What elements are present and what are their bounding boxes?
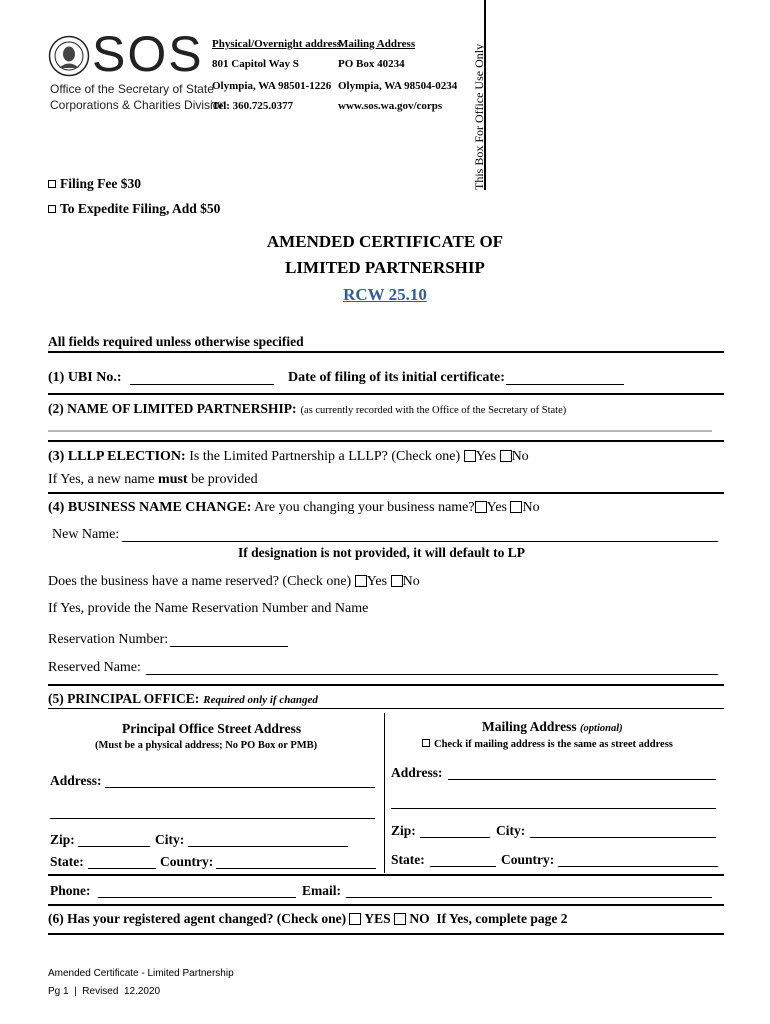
agent-question xyxy=(48,911,567,927)
reservation-number-label: Reservation Number: xyxy=(48,632,169,647)
phone-label: Phone: xyxy=(50,883,91,898)
street-country-field[interactable] xyxy=(216,868,376,869)
filing-fee-checkbox[interactable] xyxy=(48,180,56,188)
lp-name-field[interactable] xyxy=(48,430,712,432)
lllp-note-post: be provided xyxy=(191,472,258,487)
mailing-same-row xyxy=(422,739,673,750)
mailing-state-label: State: xyxy=(391,852,425,867)
street-address-label: Address: xyxy=(50,773,102,788)
email-label: Email: xyxy=(302,883,341,898)
footer-page: Pg 1 | Revised 12.2020 xyxy=(48,986,161,997)
reserved-yes-label: Yes xyxy=(366,574,388,589)
physical-address-label: Physical/Overnight address xyxy=(212,38,342,50)
header xyxy=(0,0,770,200)
email-field[interactable] xyxy=(346,897,712,898)
agent-note: If Yes, complete page 2 xyxy=(436,911,568,926)
mailing-heading: Mailing Address xyxy=(482,719,577,734)
initial-date-field[interactable] xyxy=(506,384,624,385)
lp-name-label: (2) NAME OF LIMITED PARTNERSHIP: xyxy=(48,401,297,416)
physical-city: Olympia, WA 98501-1226 xyxy=(212,80,332,92)
divider-5 xyxy=(48,684,724,686)
initial-date-label: Date of filing of its initial certificate: xyxy=(288,370,505,385)
mailing-zip-field[interactable] xyxy=(420,837,490,838)
reserved-name-label: Reserved Name: xyxy=(48,660,141,675)
street-zip-label: Zip: xyxy=(50,832,75,847)
footer-title: Amended Certificate - Limited Partnership xyxy=(48,968,234,979)
lp-name-section xyxy=(48,400,566,418)
agent-yes-label: YES xyxy=(364,911,391,926)
reservation-instruction: If Yes, provide the Name Reservation Number and Name xyxy=(48,601,369,616)
divider-7 xyxy=(48,874,724,876)
filing-fee xyxy=(48,176,141,192)
mailing-address-label: Address: xyxy=(391,765,443,780)
street-heading: Principal Office Street Address xyxy=(122,721,302,736)
mailing-country-label: Country: xyxy=(501,852,555,867)
mailing-city-label: City: xyxy=(496,823,526,838)
name-change-no-checkbox[interactable] xyxy=(510,501,522,513)
mailing-same-label: Check if mailing address is the same as street address xyxy=(434,739,673,750)
lllp-note-pre: If Yes, a new name xyxy=(48,472,155,487)
mailing-optional: (optional) xyxy=(580,723,623,734)
new-name-field[interactable] xyxy=(122,541,718,542)
lllp-no-label: No xyxy=(511,449,529,464)
mailing-box: PO Box 40234 xyxy=(338,58,405,70)
agent-no-label: NO xyxy=(409,911,430,926)
office-name: Office of the Secretary of State xyxy=(50,82,214,96)
lllp-question-text: Is the Limited Partnership a LLLP? (Check one) xyxy=(189,449,461,464)
principal-office-note: Required only if changed xyxy=(203,694,318,706)
lllp-question xyxy=(48,449,529,465)
expedite-fee xyxy=(48,201,220,217)
office-use-label: This Box For Office Use Only xyxy=(472,43,486,190)
phone-number: Tel: 360.725.0377 xyxy=(212,100,294,112)
mailing-address-field[interactable] xyxy=(448,779,716,780)
street-state-label: State: xyxy=(50,854,84,869)
name-change-no-label: No xyxy=(522,500,540,515)
reserved-question-text: Does the business have a name reserved? (Check one) xyxy=(48,574,352,589)
name-change-yes-checkbox[interactable] xyxy=(475,501,487,513)
reserved-no-label: No xyxy=(402,574,420,589)
mailing-same-checkbox[interactable] xyxy=(422,739,430,747)
reserved-name-field[interactable] xyxy=(146,674,718,675)
mailing-state-field[interactable] xyxy=(430,866,496,867)
agent-no-checkbox[interactable] xyxy=(394,913,406,925)
reservation-number-field[interactable] xyxy=(170,646,288,647)
mailing-zip-label: Zip: xyxy=(391,823,416,838)
division-name: Corporations & Charities Division xyxy=(50,98,227,112)
street-country-label: Country: xyxy=(160,854,214,869)
street-address-field[interactable] xyxy=(105,787,375,788)
physical-street: 801 Capitol Way S xyxy=(212,58,299,70)
divider-4 xyxy=(48,492,724,494)
mailing-heading-row xyxy=(482,719,623,735)
mailing-city-field[interactable] xyxy=(530,837,716,838)
lllp-yes-label: Yes xyxy=(475,449,497,464)
divider-8 xyxy=(48,904,724,906)
mailing-address-field-2[interactable] xyxy=(391,808,716,809)
name-change-label: (4) BUSINESS NAME CHANGE: xyxy=(48,500,252,515)
divider-3 xyxy=(48,440,724,442)
ubi-label: (1) UBI No.: xyxy=(48,370,122,385)
filing-fee-label: Filing Fee $30 xyxy=(60,176,141,191)
expedite-checkbox[interactable] xyxy=(48,205,56,213)
lllp-yes-checkbox[interactable] xyxy=(464,450,476,462)
rcw-link[interactable]: RCW 25.10 xyxy=(343,285,427,304)
agent-question-text: (6) Has your registered agent changed? (Check one) xyxy=(48,911,347,926)
divider-6 xyxy=(48,708,724,709)
principal-office-label: (5) PRINCIPAL OFFICE: xyxy=(48,691,200,706)
phone-field[interactable] xyxy=(98,897,296,898)
street-city-label: City: xyxy=(155,832,185,847)
agent-yes-checkbox[interactable] xyxy=(349,913,361,925)
mailing-city: Olympia, WA 98504-0234 xyxy=(338,80,458,92)
column-divider xyxy=(384,713,385,873)
reserved-question xyxy=(48,574,420,590)
street-state-field[interactable] xyxy=(88,868,156,869)
mailing-address-label: Mailing Address xyxy=(338,38,416,50)
new-name-label: New Name: xyxy=(52,527,120,542)
form-title-line2: LIMITED PARTNERSHIP xyxy=(285,258,485,277)
ubi-field[interactable] xyxy=(130,384,274,385)
sos-logo: SOS xyxy=(92,26,204,82)
name-change-question xyxy=(48,500,540,516)
lllp-label: (3) LLLP ELECTION: xyxy=(48,449,186,464)
street-city-field[interactable] xyxy=(188,846,348,847)
principal-office-header xyxy=(48,690,318,708)
name-change-question-text: Are you changing your business name? xyxy=(254,500,475,515)
divider-2 xyxy=(48,393,724,395)
form-title-line1: AMENDED CERTIFICATE OF xyxy=(266,232,504,251)
divider-9 xyxy=(48,933,724,935)
street-note: (Must be a physical address; No PO Box or PMB) xyxy=(95,740,318,751)
lp-name-note: (as currently recorded with the Office of the Secretary of State) xyxy=(300,405,567,416)
lllp-no-checkbox[interactable] xyxy=(500,450,512,462)
website: www.sos.wa.gov/corps xyxy=(338,100,443,112)
reserved-no-checkbox[interactable] xyxy=(391,575,403,587)
mailing-country-field[interactable] xyxy=(558,866,718,867)
lllp-note-must: must xyxy=(158,472,188,487)
expedite-label: To Expedite Filing, Add $50 xyxy=(60,201,221,216)
street-address-field-2[interactable] xyxy=(50,818,375,819)
designation-note: If designation is not provided, it will default to LP xyxy=(238,545,526,560)
street-zip-field[interactable] xyxy=(78,846,150,847)
name-change-yes-label: Yes xyxy=(486,500,507,515)
lllp-note xyxy=(48,472,258,488)
required-note: All fields required unless otherwise specified xyxy=(48,334,304,349)
state-seal-icon xyxy=(48,35,90,77)
divider-1 xyxy=(48,351,724,353)
reserved-yes-checkbox[interactable] xyxy=(355,575,367,587)
